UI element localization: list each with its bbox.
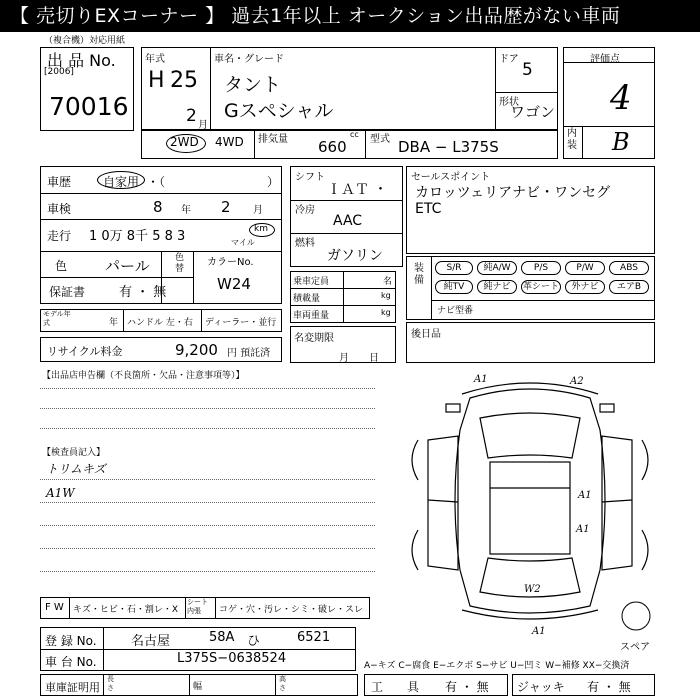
reg-number: 6521: [297, 630, 331, 645]
era: H: [148, 68, 165, 93]
navi-model-label: ナビ型番: [437, 306, 474, 316]
shift-ac-fuel-box: [290, 166, 403, 267]
grade: Gスペシャル: [224, 100, 334, 122]
seat-values: コゲ・穴・汚レ・シミ・破レ・スレ: [219, 605, 364, 615]
paper-note: （複合機）対応用紙: [44, 36, 126, 46]
seller-notes-title: 【出品店申告欄（不良箇所・欠品・注意事項等）】: [42, 371, 245, 381]
score-box: [563, 47, 655, 159]
weight-unit: kg: [381, 308, 391, 317]
equip-leather-seat: 革シート: [522, 282, 559, 292]
damage-mark-rear: W2: [524, 584, 541, 595]
recycle-amount: 9,200: [175, 341, 218, 359]
color-no-label: カラーNo.: [207, 257, 254, 268]
exhibit-label: 出 品 No.: [47, 51, 116, 70]
equip-power-window: P/W: [565, 261, 605, 275]
reg-area: 名古屋: [131, 634, 171, 649]
shift-value: ＩＡＴ ・: [327, 182, 388, 198]
equip-aftermarket-navi: 外ナビ: [565, 280, 605, 294]
seat-label: シート内張: [187, 598, 208, 615]
inspector-note-2: A1W: [46, 486, 75, 500]
displacement-unit: cc: [350, 130, 359, 139]
jack-value: 有 ・ 無: [587, 680, 631, 694]
tools-box: [364, 674, 508, 696]
damage-mark-right-front-door: A1: [578, 490, 592, 501]
inspector-notes-title: 【検査員記入】: [42, 448, 106, 458]
damage-mark-front-right: A2: [570, 376, 584, 387]
equip-power-steering: P/S: [521, 261, 561, 275]
fw-seat-row: [40, 597, 370, 619]
selling-point-box: [406, 166, 655, 254]
inspection-year-unit: 年: [181, 205, 191, 216]
jack-label: ジャッキ: [517, 680, 565, 694]
displacement-value: 660: [318, 138, 347, 156]
load-label: 積載量: [293, 294, 321, 304]
color-change: 色替: [175, 253, 185, 274]
inspector-note-1: トリムキズ: [46, 462, 106, 476]
year-label: 年式: [145, 54, 165, 65]
recycle-unit: 円 預託済: [227, 348, 271, 359]
shape-value: ワゴン: [510, 103, 556, 121]
color-value: パール: [105, 257, 150, 275]
color-no-value: W24: [217, 275, 251, 293]
tools-label: 工 具: [371, 680, 420, 694]
damage-legend: A−キズ C−腐食 E−エクボ S−サビ U−凹ミ W−補修 XX−交換済: [364, 661, 630, 671]
exhibit-box: [40, 47, 134, 131]
shift-label: シフト: [295, 172, 325, 183]
recycle-row: [40, 337, 282, 362]
capacity-box: [290, 271, 396, 323]
equip-alloy-wheel: 純A/W: [477, 261, 517, 275]
garage-cert-label: 車庫証明用: [45, 681, 100, 694]
car-damage-diagram: [400, 370, 660, 637]
damage-mark-right-rear-door: A1: [576, 524, 590, 535]
load-unit: kg: [381, 291, 391, 300]
history-label: 車歴: [47, 175, 72, 189]
drive-2wd: 2WD: [170, 135, 199, 149]
ac-label: 冷房: [295, 205, 315, 216]
inspection-year: 8: [153, 198, 163, 216]
jack-box: [512, 674, 655, 696]
fuel-label: 燃料: [295, 238, 315, 249]
year-value: 25: [170, 68, 198, 93]
inspection-label: 車検: [47, 202, 72, 216]
model-value: DBA − L375S: [398, 138, 499, 156]
warranty-value: 有 ・ 無: [119, 285, 167, 300]
history-other: ・（: [147, 175, 166, 189]
equipment-box: [406, 256, 655, 320]
reg-label: 登 録 No.: [45, 634, 97, 648]
car-name-label: 車名・グレード: [214, 54, 284, 65]
score-label: 評価点: [590, 54, 620, 65]
spare-label: スペア: [620, 642, 650, 653]
interior-value: B: [612, 128, 630, 156]
capacity-unit: 名: [383, 277, 393, 287]
exhibit-code: [2006]: [44, 67, 74, 77]
drive-4wd: 4WD: [215, 135, 244, 149]
registration-box: [40, 627, 356, 671]
reg-kana: ひ: [247, 634, 261, 649]
door-label: ドア: [499, 54, 519, 65]
model-year-label: モデル年式: [43, 310, 71, 327]
later-items-label: 後日品: [411, 329, 441, 340]
month-value: 2: [186, 106, 197, 126]
vehicle-info-box: [40, 166, 282, 304]
shape-label: 形状: [499, 97, 519, 108]
equip-airbag: エアB: [609, 280, 649, 294]
ac-value: AAC: [333, 213, 363, 229]
name-change-box: [290, 326, 396, 363]
selling-point-2: ETC: [415, 201, 442, 217]
tools-value: 有 ・ 無: [445, 680, 489, 694]
inspection-month-unit: 月: [253, 205, 263, 216]
exhibit-number: 70016: [49, 92, 129, 121]
chassis-number: L375S−0638524: [177, 651, 287, 666]
model-label: 型式: [370, 134, 390, 145]
equip-navi: 純ナビ: [477, 280, 517, 294]
displacement-label: 排気量: [258, 134, 288, 145]
later-items-box: [406, 322, 655, 363]
chassis-label: 車 台 No.: [45, 655, 97, 669]
name-change-unit: 月 日: [339, 353, 379, 364]
cert-length: 長さ: [107, 675, 114, 692]
equip-sr: S/R: [435, 261, 473, 275]
mileage-km: km: [254, 224, 268, 234]
door-count: 5: [522, 60, 533, 80]
car-name: タント: [224, 74, 282, 96]
mileage-mile: マイル: [231, 238, 255, 247]
equipment-label: 装備: [414, 263, 424, 286]
fuel-value: ガソリン: [327, 248, 383, 264]
spec-row: [141, 129, 558, 159]
fw-values: キズ・ヒビ・石・割レ・X: [73, 605, 178, 615]
equip-tv: 純TV: [435, 280, 473, 294]
history-close: ）: [267, 175, 280, 189]
cert-height: 高さ: [279, 675, 286, 692]
color-label: 色: [55, 259, 68, 273]
title-banner: 【 売切りEXコーナー 】 過去1年以上 オークション出品歴がない車両: [0, 0, 700, 32]
score-value: 4: [610, 78, 632, 118]
reg-class: 58A: [209, 630, 235, 645]
model-year-unit: 年: [109, 318, 119, 328]
selling-point-label: セールスポイント: [411, 172, 491, 183]
handle-label: ハンドル 左・右: [127, 318, 193, 328]
month-unit: 月: [198, 120, 208, 131]
interior-label: 内装: [567, 128, 577, 151]
warranty-label: 保証書: [49, 285, 86, 299]
garage-cert-row: [40, 674, 358, 696]
recycle-label: リサイクル料金: [47, 345, 123, 358]
capacity-label: 乗車定員: [293, 277, 330, 287]
mileage-digits: 1 0万 8千 5 8 3: [89, 229, 186, 244]
fw-label: F W: [45, 602, 64, 613]
name-change-label: 名変期限: [294, 333, 334, 344]
dealer-label: ディーラー・並行: [205, 318, 277, 328]
weight-label: 車両重量: [293, 311, 330, 321]
header-box: [141, 47, 558, 131]
history-value: 自家用: [103, 175, 140, 189]
inspection-month: 2: [221, 198, 231, 216]
mileage-label: 走行: [47, 229, 72, 243]
cert-width: 幅: [193, 682, 203, 692]
damage-mark-front-left: A1: [474, 374, 488, 385]
damage-mark-rear-bumper: A1: [532, 626, 546, 637]
selling-point-1: カロッツェリアナビ・ワンセグ: [415, 185, 611, 201]
model-year-row: [40, 309, 282, 332]
equip-abs: ABS: [609, 261, 649, 275]
